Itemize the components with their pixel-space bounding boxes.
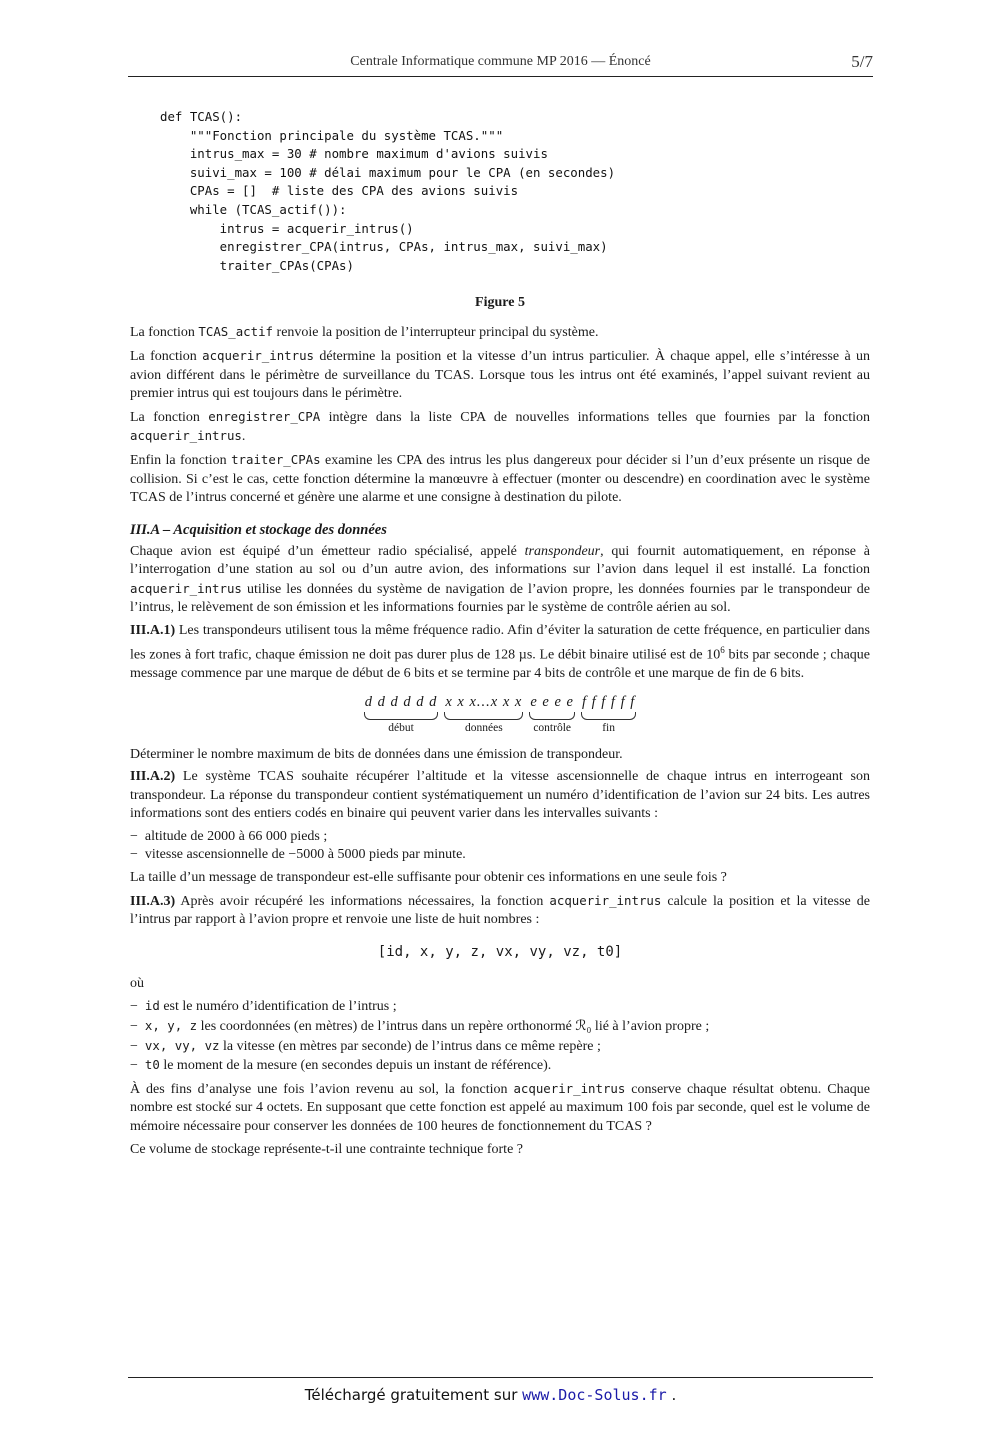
header-title: Centrale Informatique commune MP 2016 — Énoncé [350, 54, 651, 69]
bit-group-control: e e e e contrôle [530, 693, 574, 734]
inline-code: traiter_CPAs [231, 451, 321, 467]
inline-code: acquerir_intrus [130, 428, 242, 444]
list-item: − t0 le moment de la mesure (en secondes depuis un instant de référence). [130, 1056, 870, 1076]
paragraph-transpondeur: Chaque avion est équipé d’un émetteur radio spécialisé, appelé transpondeur, qui fournit automatiquement, en réponse à l’interrogation d’une station au sol ou d’un autre avion, des informations sur l’avion dans lequel il est installé. La fonction acquerir_intrus utilise les données du système de navigation de l’avion propre, les données fournies par le transpondeur de l’intrus, le relèvement de son émission et les informations fournies par le système de contrôle aérien au sol. [130, 543, 870, 616]
question-III-A-3: III.A.3) Après avoir récupéré les informations nécessaires, la fonction acquerir_intrus calcule la position et la vitesse de l’intrus par rapport à l’avion propre et renvoie une liste de huit nombres : [130, 892, 870, 928]
code-line-3: intrus_max = 30 # nombre maximum d'avions suivis [160, 146, 548, 162]
code-line-4: suivi_max = 100 # délai maximum pour le CPA (en secondes) [160, 164, 616, 180]
figure-caption: Figure 5 [475, 295, 525, 311]
footer-link[interactable]: www.Doc-Solus.fr [522, 1386, 667, 1404]
paragraph-storage: À des fins d’analyse une fois l’avion revenu au sol, la fonction acquerir_intrus conserve chaque résultat obtenu. Chaque nombre est stocké sur 4 octets. En supposant que cette fonction est appelé au maximum 100 fois par seconde, quel est le volume de mémoire nécessaire pour conserver les données de 100 heures de fonctionnement du TCAS ? [130, 1080, 870, 1134]
interval-list [130, 828, 870, 865]
paragraph-constraint: Ce volume de stockage représente-t-il une contrainte technique forte ? [130, 1141, 523, 1157]
question-label: III.A.1) [130, 623, 176, 639]
bit-group-end: f f f f f f fin [581, 693, 636, 734]
footer-rule [128, 1377, 873, 1378]
inline-code: acquerir_intrus [130, 580, 242, 596]
list-formula: [id, x, y, z, vx, vy, vz, t0] [377, 943, 623, 960]
list-item: − id est le numéro d’identification de l’intrus ; [130, 997, 870, 1017]
footer-text: Téléchargé gratuitement sur [304, 1386, 523, 1404]
code-listing [160, 108, 870, 275]
question-III-A-2: III.A.2) Le système TCAS souhaite récupérer l’altitude et la vitesse ascensionnelle de chaque intrus en interrogeant son transpondeur. La réponse du transpondeur contient systématiquement un numéro d’identification de l’avion sur 24 bits. Les autres informations sont des entiers codés en binaire qui peuvent varier dans les intervalles suivants : [130, 769, 870, 822]
question-label: III.A.3) [130, 893, 176, 909]
page-footer: Téléchargé gratuitement sur www.Doc-Solus.fr . [304, 1386, 677, 1404]
page-number: 5/7 [851, 52, 873, 71]
code-line-6: while (TCAS_actif()): [160, 201, 347, 217]
paragraph-enregistrer-cpa: La fonction enregistrer_CPA intègre dans la liste CPA de nouvelles informations telles que fournies par la fonction acquerir_intrus. [130, 408, 871, 445]
code-line-2: """Fonction principale du système TCAS.""" [160, 127, 504, 143]
list-item: − vitesse ascensionnelle de −5000 à 5000 pieds par minute. [130, 846, 870, 865]
list-item: − vx, vy, vz la vitesse (en mètres par seconde) de l’intrus dans ce même repère ; [130, 1037, 870, 1057]
main-content [130, 108, 870, 1163]
question-III-A-1: III.A.1) Les transpondeurs utilisent tous la même fréquence radio. Afin d’éviter la saturation de cette fréquence, en particulier dans les zones à fort trafic, chaque émission ne doit pas durer plus de 128 µs. Le débit binaire utilisé est de $10^6$ bits par seconde ; chaque message commence par une marque de début de 6 bits et se termine par 4 bits de contrôle et une marque de fin de 6 bits. [130, 623, 870, 681]
question-label: III.A.2) [130, 769, 176, 785]
list-item: − x, y, z les coordonnées (en mètres) de l’intrus dans un repère orthonormé ℛ₀ lié à l’avion propre ; [130, 1017, 870, 1037]
inline-code: acquerir_intrus [549, 892, 662, 908]
inline-code: enregistrer_CPA [208, 408, 321, 424]
paragraph-tcas-actif: La fonction TCAS_actif renvoie la position de l’interrupteur principal du système. [130, 324, 599, 341]
bit-frame-diagram [130, 694, 870, 734]
code-line-8: enregistrer_CPA(intrus, CPAs, intrus_max, suivi_max) [160, 239, 608, 255]
question-III-A-2-text: La taille d’un message de transpondeur est-elle suffisante pour obtenir ces informations en une seule fois ? [130, 870, 727, 886]
inline-code: TCAS_actif [198, 324, 274, 340]
code-line-7: intrus = acquerir_intrus() [160, 220, 414, 236]
code-line-5: CPAs = [] # liste des CPA des avions suivis [160, 183, 519, 199]
list-item: − altitude de 2000 à 66 000 pieds ; [130, 828, 870, 847]
code-line-9: traiter_CPAs(CPAs) [160, 257, 354, 273]
code-line-1: def TCAS(): [160, 109, 243, 124]
page-header [128, 52, 873, 77]
where-word: où [130, 975, 144, 991]
paragraph-traiter-cpas: Enfin la fonction traiter_CPAs examine les CPA des intrus les plus dangereux pour décider si l’un d’eux présente un risque de collision. Si c’est le cas, cette fonction détermine la manœuvre à effectuer (monter ou descendre) en coordination avec le système TCAS de l’intrus concerné et génère une alarme et une consigne à destination du pilote. [130, 451, 870, 506]
inline-code: acquerir_intrus [202, 347, 315, 363]
variable-list [130, 997, 870, 1075]
paragraph-acquerir-intrus: La fonction acquerir_intrus détermine la position et la vitesse d’un intrus particulier. À chaque appel, elle s’intéresse à un avion différent dans le périmètre de surveillance du TCAS. Lorsque tous les intrus ont été examinés, l’appel suivant revient au premier intrus qui est toujours dans le périmètre. [130, 347, 871, 402]
inline-code: acquerir_intrus [513, 1080, 626, 1096]
bit-group-start: d d d d d d début [364, 693, 438, 734]
question-III-A-1-text: Déterminer le nombre maximum de bits de données dans une émission de transpondeur. [130, 746, 623, 762]
bit-group-data: x x x...x x x données [445, 693, 523, 734]
section-heading: III.A – Acquisition et stockage des données [130, 521, 387, 538]
